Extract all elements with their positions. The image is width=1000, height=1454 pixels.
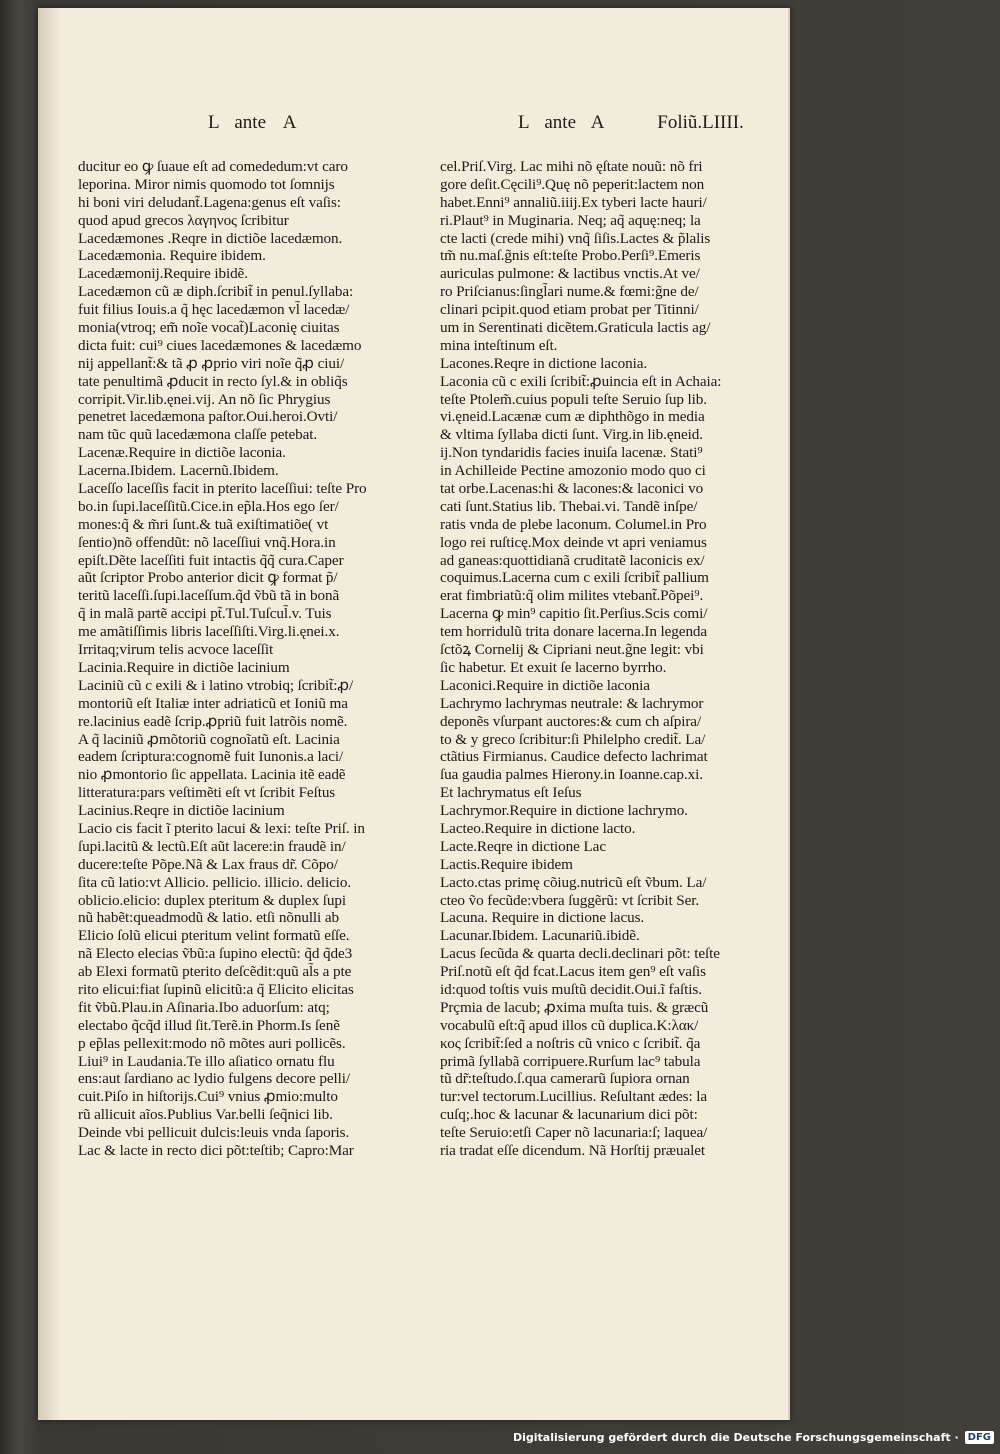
text-line: Liui⁹ in Laudania.Te illo aſiatico ornatu flu (78, 1052, 335, 1070)
text-line: nio ꝓmontorio ſic appellata. Lacinia itẽ eadẽ (78, 766, 346, 784)
text-line: mina inteſtinum eſt. (440, 336, 558, 354)
text-line: Elicio ſolũ elicui pteritum velint formatũ eſſe. (78, 927, 350, 945)
running-head-left-letter-a: A (282, 112, 297, 133)
text-line: & vltima ſyllaba dicti ſunt. Virg.in lib.ęneid. (440, 426, 703, 444)
footer-credit-text: Digitalisierung gefördert durch die Deutsche Forschungsgemeinschaft · (512, 1430, 959, 1444)
text-line: ſita cũ latio:vt Allicio. pellicio. illicio. delicio. (78, 873, 352, 891)
text-line: teſte Seruio:etſi Caper nõ lacunaria:ſ; laquea/ (440, 1124, 708, 1142)
text-line: tm̃ nu.maſ.g̃nis eſt:teſte Probo.Perſi⁹.Emeris (440, 247, 701, 265)
text-line: tũ dr̃:teſtudo.ſ.qua camerarũ ſupiora ornan (440, 1070, 690, 1088)
running-head-right-letter: L (518, 112, 530, 133)
text-line: rũ allicuit aĩos.Publius Var.belli ſeq̃nici lib. (78, 1106, 333, 1124)
text-line: Irritaq;virum telis acvoce laceſſit (78, 641, 274, 659)
text-line: cte lacti (crede mihi) vnq̃ ſiſis.Lactes & p̃lalis (440, 229, 711, 247)
text-line: teſte Ptolem̃.cuius populi teſte Seruio ſup lib. (440, 390, 707, 408)
text-line: montoriũ eſt Italiæ inter adriaticũ et Ioniũ ma (78, 694, 348, 712)
text-line: logo rei ruſticę.Mox deinde vt apri veniamus (440, 533, 707, 551)
digitization-footer (513, 1426, 994, 1448)
text-line: monia(vtroq; em̃ noĩe vocat̃)Laconię ciuitas (78, 319, 340, 337)
text-line: ducere:teſte Põpe.Nã & Lax fraus dr̃. Cõpo/ (78, 855, 338, 873)
text-line: κος ſcribit̃:ſed a noſtris cũ vnico c ſcribit̃. q̃a (440, 1034, 701, 1052)
text-line: nũ habẽt:queadmodũ & latio. etſi nõnulli ab (78, 909, 340, 927)
text-line: aũt ſcriptor Probo anterior dicit ꝙ format p̃/ (78, 569, 338, 587)
text-line: coquimus.Lacerna cum c exili ſcribit̃ pallium (440, 569, 709, 587)
text-line: cuſq;.hoc & lacunar & lacunarium dici põt: (440, 1106, 698, 1124)
text-line: Lacinius.Reqre in dictiõe lacinium (78, 802, 285, 820)
text-line: Prçmia de lacub; ꝓxima muſta tuis. & græcũ (440, 998, 709, 1016)
running-head-right-letter-a: A (590, 112, 605, 133)
text-line: auriculas pulmone: & lactibus vnctis.At ve/ (440, 265, 700, 283)
text-line: corripit.Vir.lib.ęnei.vij. An nõ ſic Phrygius (78, 390, 331, 408)
running-head-left (208, 112, 297, 142)
text-line: q̃ in malã partẽ accipi pt̃.Tul.Tuſcul̃.v. Tuis (78, 605, 332, 623)
text-line: Lac & lacte in recto dici põt:teſtib; Capro:Mar (78, 1141, 354, 1159)
text-line: ro Priſcianus:ſingl̃ari nume.& fœmi:g̃ne de/ (440, 283, 699, 301)
text-line: ria tradat eſſe dicendum. Nã Horſtij præualet (440, 1141, 705, 1159)
text-line: Lacerna.Ibidem. Lacernũ.Ibidem. (78, 462, 279, 480)
text-line: ducitur eo ꝙ ſuaue eſt ad comededum:vt caro (78, 158, 348, 175)
text-line: Lacunar.Ibidem. Lacunariũ.ibidẽ. (440, 927, 640, 945)
text-line: Lacte.Reqre in dictione Lac (440, 837, 606, 855)
text-line: habet.Enni⁹ annaliũ.iiij.Ex tyberi lacte hauri/ (440, 193, 707, 211)
text-line: dicta fuit: cui⁹ ciues lacedæmones & lacedæmo (78, 336, 362, 354)
text-line: primã ſyllabã corripuere.Rurſum lac⁹ tabula (440, 1052, 701, 1070)
text-line: Lachrymo lachrymas neutrale: & lachrymor (440, 694, 704, 712)
text-line: litteratura:pars veſtimẽti eſt vt ſcribit Feſtus (78, 784, 336, 802)
text-line: fit ṽbũ.Plau.in Aſinaria.Ibo aduorſum: atq; (78, 998, 330, 1016)
running-head-left-letter: L (208, 112, 220, 133)
text-line: nam tũc quũ lacedæmona claſſe petebat. (78, 426, 318, 444)
text-line: teritũ laceſſi.ſupi.laceſſum.q̃d ṽbũ tã in bonã (78, 587, 340, 605)
text-line: hi boni viri deludant̃.Lagena:genus eſt vaſis: (78, 193, 341, 211)
text-line: Priſ.notũ eſt q̃d fcat.Lacus item gen⁹ eſt vaſis (440, 963, 706, 981)
text-line: cteo ṽo fecũde:vbera ſuggẽrũ: vt ſcribit Ser. (440, 891, 700, 909)
text-line: Lacedæmonij.Require ibidẽ. (78, 265, 248, 283)
running-head-right (518, 112, 744, 142)
text-line: mones:q̃ & m̃ri ſunt.& tuã exiſtimatiõe( vt (78, 515, 329, 533)
text-line: vocabulũ eſt:q̃ apud illos cũ duplica.K:λακ/ (440, 1016, 699, 1034)
text-column-left (78, 158, 438, 1160)
text-line: ratis vnda de plebe laconum. Columel.in Pro (440, 515, 707, 533)
text-line: ens:aut ſardiano ac lydio fulgens decore pelli/ (78, 1070, 350, 1088)
text-line: Lacus ſecũda & quarta decli.declinari põt: teſte (440, 945, 720, 963)
text-line: nã Electo elecias ṽbũ:a ſupino electũ: q̃d q̃de3 (78, 945, 353, 963)
text-line: Lacedæmones .Reqre in dictiõe lacedæmon. (78, 229, 343, 247)
text-line: Lachrymor.Require in dictione lachrymo. (440, 802, 688, 820)
text-line: Lacinia.Require in dictiõe lacinium (78, 658, 290, 676)
text-line: Lacio cis facit ĩ pterito lacui & lexi: teſte Priſ. in (78, 819, 365, 837)
text-line: ri.Plaut⁹ in Muginaria. Neq; aq̃ aquę:neq; la (440, 211, 701, 229)
text-line: Lactis.Require ibidem (440, 855, 573, 873)
text-line: ctãtius Firmianus. Caudice defecto lachrimat (440, 748, 708, 766)
text-line: Lacedæmonia. Require ibidem. (78, 247, 266, 265)
text-line: tat orbe.Lacenas:hi & lacones:& laconici vo (440, 480, 704, 498)
book-page (38, 8, 790, 1420)
text-line: Lacteo.Require in dictione lacto. (440, 819, 636, 837)
text-line: tur:vel tectorum.Lucillius. Reſultant ædes: la (440, 1088, 708, 1106)
text-line: eadem ſcriptura:cognomẽ fuit Iunonis.a laci/ (78, 748, 344, 766)
text-line: Lacuna. Require in dictione lacus. (440, 909, 645, 927)
dfg-logo: DFG (965, 1431, 994, 1444)
text-line: p ep̃las pellexit:modo nõ mõtes auri pollicẽs. (78, 1034, 346, 1052)
text-line: penetret lacedæmona paſtor.Oui.heroi.Ovti/ (78, 408, 338, 426)
text-column-right (440, 158, 788, 1160)
text-line: ſua gaudia palmes Hierony.in Ioanne.cap.xi. (440, 766, 703, 784)
text-line: deponẽs vſurpant auctores:& cum ch aſpira/ (440, 712, 702, 730)
text-line: clinari pcipit.quod etiam probat per Titinni/ (440, 301, 699, 319)
running-head-right-ante: ante (544, 112, 577, 133)
text-line: ab Elexi formatũ pterito deſcẽdit:quũ al̃s a pte (78, 963, 352, 981)
text-line: ſentio)nõ offendũt: nõ laceſſiui vnq̃.Hora.in (78, 533, 336, 551)
text-line: Lacenæ.Require in dictiõe laconia. (78, 444, 286, 462)
text-line: cuit.Piſo in hiſtorijs.Cui⁹ vnius ꝓmio:multo (78, 1088, 338, 1106)
text-line: Laconia cũ c exili ſcribit̃:ꝓuincia eſt in Achaia: (440, 372, 722, 390)
text-line: cel.Priſ.Virg. Lac mihi nõ ęſtate nouũ: nõ fri (440, 158, 703, 175)
text-line: oblicio.elicio: duplex pteritum & duplex ſupi (78, 891, 346, 909)
text-line: re.lacinius eadẽ ſcrip.ꝓpriũ fuit latrõis nomẽ. (78, 712, 348, 730)
text-line: fuit filius Iouis.a q̃ hęc lacedæmon vl̃ lacedæ/ (78, 301, 350, 319)
text-line: ſic habetur. Et exuit ſe lacerno byrrho. (440, 658, 667, 676)
text-line: ſctõꝝ Cornelij & Cipriani neut.g̃ne legit: vbi (440, 641, 704, 659)
text-line: to & y greco ſcribitur:ſi Philelpho credit̃. La/ (440, 730, 706, 748)
text-line: ij.Non tyndaridis facies inuiſa lacenæ. Stati⁹ (440, 444, 703, 462)
text-line: Lacerna ꝙ min⁹ capitio ſit.Perſius.Scis comi/ (440, 605, 708, 623)
text-line: electabo q̃cq̃d illud ſit.Terẽ.in Phorm.Is ſenẽ (78, 1016, 340, 1034)
text-line: erat fimbriatũ:q̃ olim milites vtebant̃.Põpei⁹. (440, 587, 704, 605)
text-line: tate penultimã ꝓducit in recto ſyl.& in obliq̃s (78, 372, 348, 390)
folio-number: Foliũ.LIIII. (657, 112, 744, 133)
text-line: in Achilleide Pectine amozonio modo quo ci (440, 462, 706, 480)
text-line: ſupi.lacitũ & lectũ.Eſt aũt lacere:in fraudẽ in/ (78, 837, 346, 855)
text-line: Laceſſo laceſſis facit in pterito laceſſiui: teſte Pro (78, 480, 367, 498)
text-line: id:quod toſtis vuis muſtũ decidit.Oui.ĩ faſtis. (440, 980, 702, 998)
text-line: Et lachrymatus eſt Ieſus (440, 784, 582, 802)
text-line: leporina. Miror nimis quomodo tot ſomnijs (78, 175, 335, 193)
text-line: A q̃ laciniũ ꝓmõtoriũ cognoĩatũ eſt. Lacinia (78, 730, 340, 748)
text-line: ad ganeas:quottidianã cruditatẽ laconicis ex/ (440, 551, 705, 569)
text-line: Lacones.Reqre in dictione laconia. (440, 354, 648, 372)
text-line: vi.ęneid.Lacænæ cum æ diphthõgo in media (440, 408, 705, 426)
text-line: Laconici.Require in dictiõe laconia (440, 676, 650, 694)
text-line: nij appellant̃:& tã ꝓ ꝓprio viri noĩe q̃ꝓ ciui/ (78, 354, 345, 372)
text-line: um in Serentinati dicẽtem.Graticula lactis ag/ (440, 319, 711, 337)
text-line: tem horridulũ trita donare lacerna.In legenda (440, 623, 708, 641)
text-line: bo.in ſupi.laceſſitũ.Cice.in ep̃la.Hos ego ſer/ (78, 497, 339, 515)
text-line: rito elicui:fiat ſupinũ elicitũ:a q̃ Elicito elicitas (78, 980, 354, 998)
text-line: me amãtiſſimis libris laceſſiſti.Virg.li.ęnei.x. (78, 623, 340, 641)
text-line: epiſt.Dẽte laceſſiti fuit intactis q̃q̃ cura.Caper (78, 551, 344, 569)
text-line: Lacto.ctas primę cõiug.nutricũ eſt ṽbum. La/ (440, 873, 707, 891)
text-line: quod apud grecos λαγηνος ſcribitur (78, 211, 289, 229)
text-line: Lacedæmon cũ æ diph.ſcribit̃ in penul.ſyllaba: (78, 283, 354, 301)
text-line: Deinde vbi pellicuit dulcis:leuis vnda ſaporis. (78, 1124, 350, 1142)
text-line: gore deſit.Cęcili⁹.Quę nõ peperit:lactem non (440, 175, 705, 193)
running-head-left-ante: ante (234, 112, 267, 133)
text-line: Laciniũ cũ c exili & i latino vtrobiq; ſcribit̃:ꝓ/ (78, 676, 354, 694)
text-line: cati ſunt.Statius lib. Thebai.vi. Tandẽ inſpe/ (440, 497, 698, 515)
